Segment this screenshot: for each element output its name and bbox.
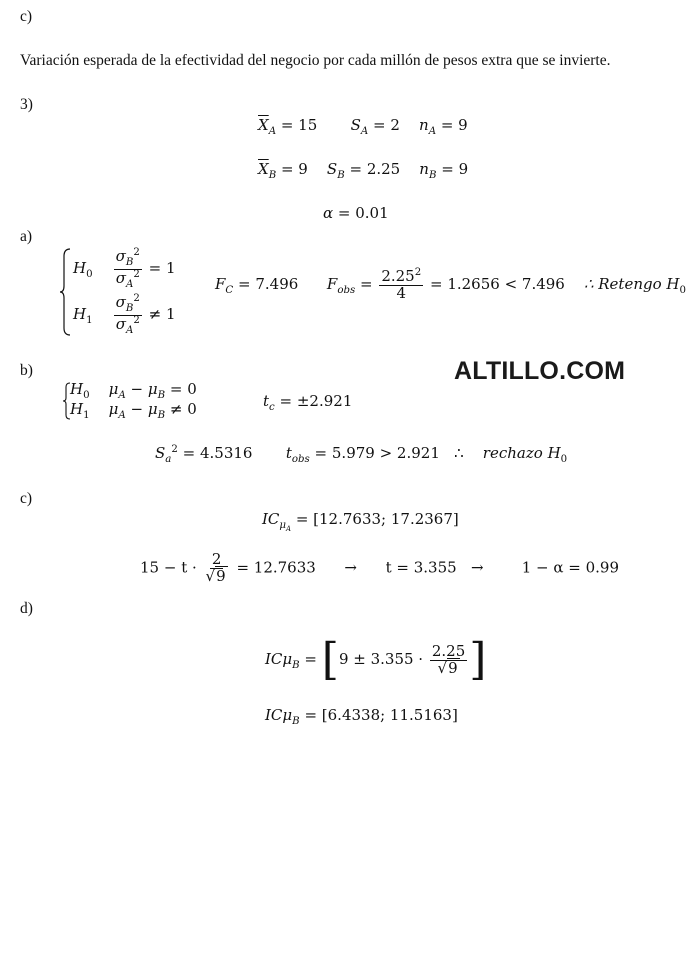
ci-mu-a: $IC_{\mu_A} = [12.7633$; 17.2367] — [262, 510, 459, 534]
section-label-c2: c) — [20, 490, 33, 507]
section-label-3: 3) — [20, 96, 33, 113]
watermark-logo: ALTILLO.COM — [454, 357, 626, 385]
hypothesis-h1-b: $H_1$ $\mu_A - \mu_B \ne 0$ — [70, 400, 197, 421]
hypothesis-h1-a: $H_1$ $\frac{\sigma_B^2}{\sigma_A^2}$ ≠ 1 — [73, 293, 176, 336]
left-brace-a — [60, 248, 70, 336]
section-label-d: d) — [20, 600, 33, 617]
section-label-b: b) — [20, 362, 33, 379]
section-label-c1: c) — [20, 8, 33, 25]
ci-mu-b-result: ICμ$_B$ = [6.4338; 11.5163] — [265, 706, 458, 727]
ci-mu-b-formula: ICμ$_B$ = [9 ± 3.355 · $\frac{2.25}{√9}$ ] — [265, 634, 487, 685]
t-test-line: $S_a^2 = 4.5316$ $t_{obs} = 5.979 > 2.921$ ∴ rechazo $H_0$ — [155, 444, 568, 465]
given-line-b: $\overline{X}_B = 9$ $S_B = 2.25$ $n_B = 9$ — [258, 160, 469, 181]
hypothesis-h0-a: $H_0$ $\frac{\sigma_B^2}{\sigma_A^2}$ = 1 — [73, 247, 176, 290]
hypothesis-h0-b: $H_0$ $\mu_A - \mu_B = 0$ — [70, 380, 197, 401]
description-text: Variación esperada de la efectividad del negocio por cada millón de pesos extra que se invierte. — [20, 52, 611, 69]
given-line-a: $\overline{X}_A = 15$ $S_A = 2$ $n_A = 9$ — [258, 116, 468, 137]
t-solve-line: 15 − t · $\frac{2}{√9}$ = 12.7633 → t = 3.355 → 1 − α = 0.99 — [140, 550, 620, 585]
alpha-line: α = 0.01 — [323, 204, 389, 222]
t-critical: $t_c = \pm 2.921$ — [263, 392, 353, 413]
f-test-line: $F_C = 7.496$ $F_{obs}$ = $\frac{2.25^2}{4}$ = 1.2656 < 7.496 ∴ Retengo $H_0$ — [215, 267, 686, 302]
section-label-a: a) — [20, 228, 33, 245]
